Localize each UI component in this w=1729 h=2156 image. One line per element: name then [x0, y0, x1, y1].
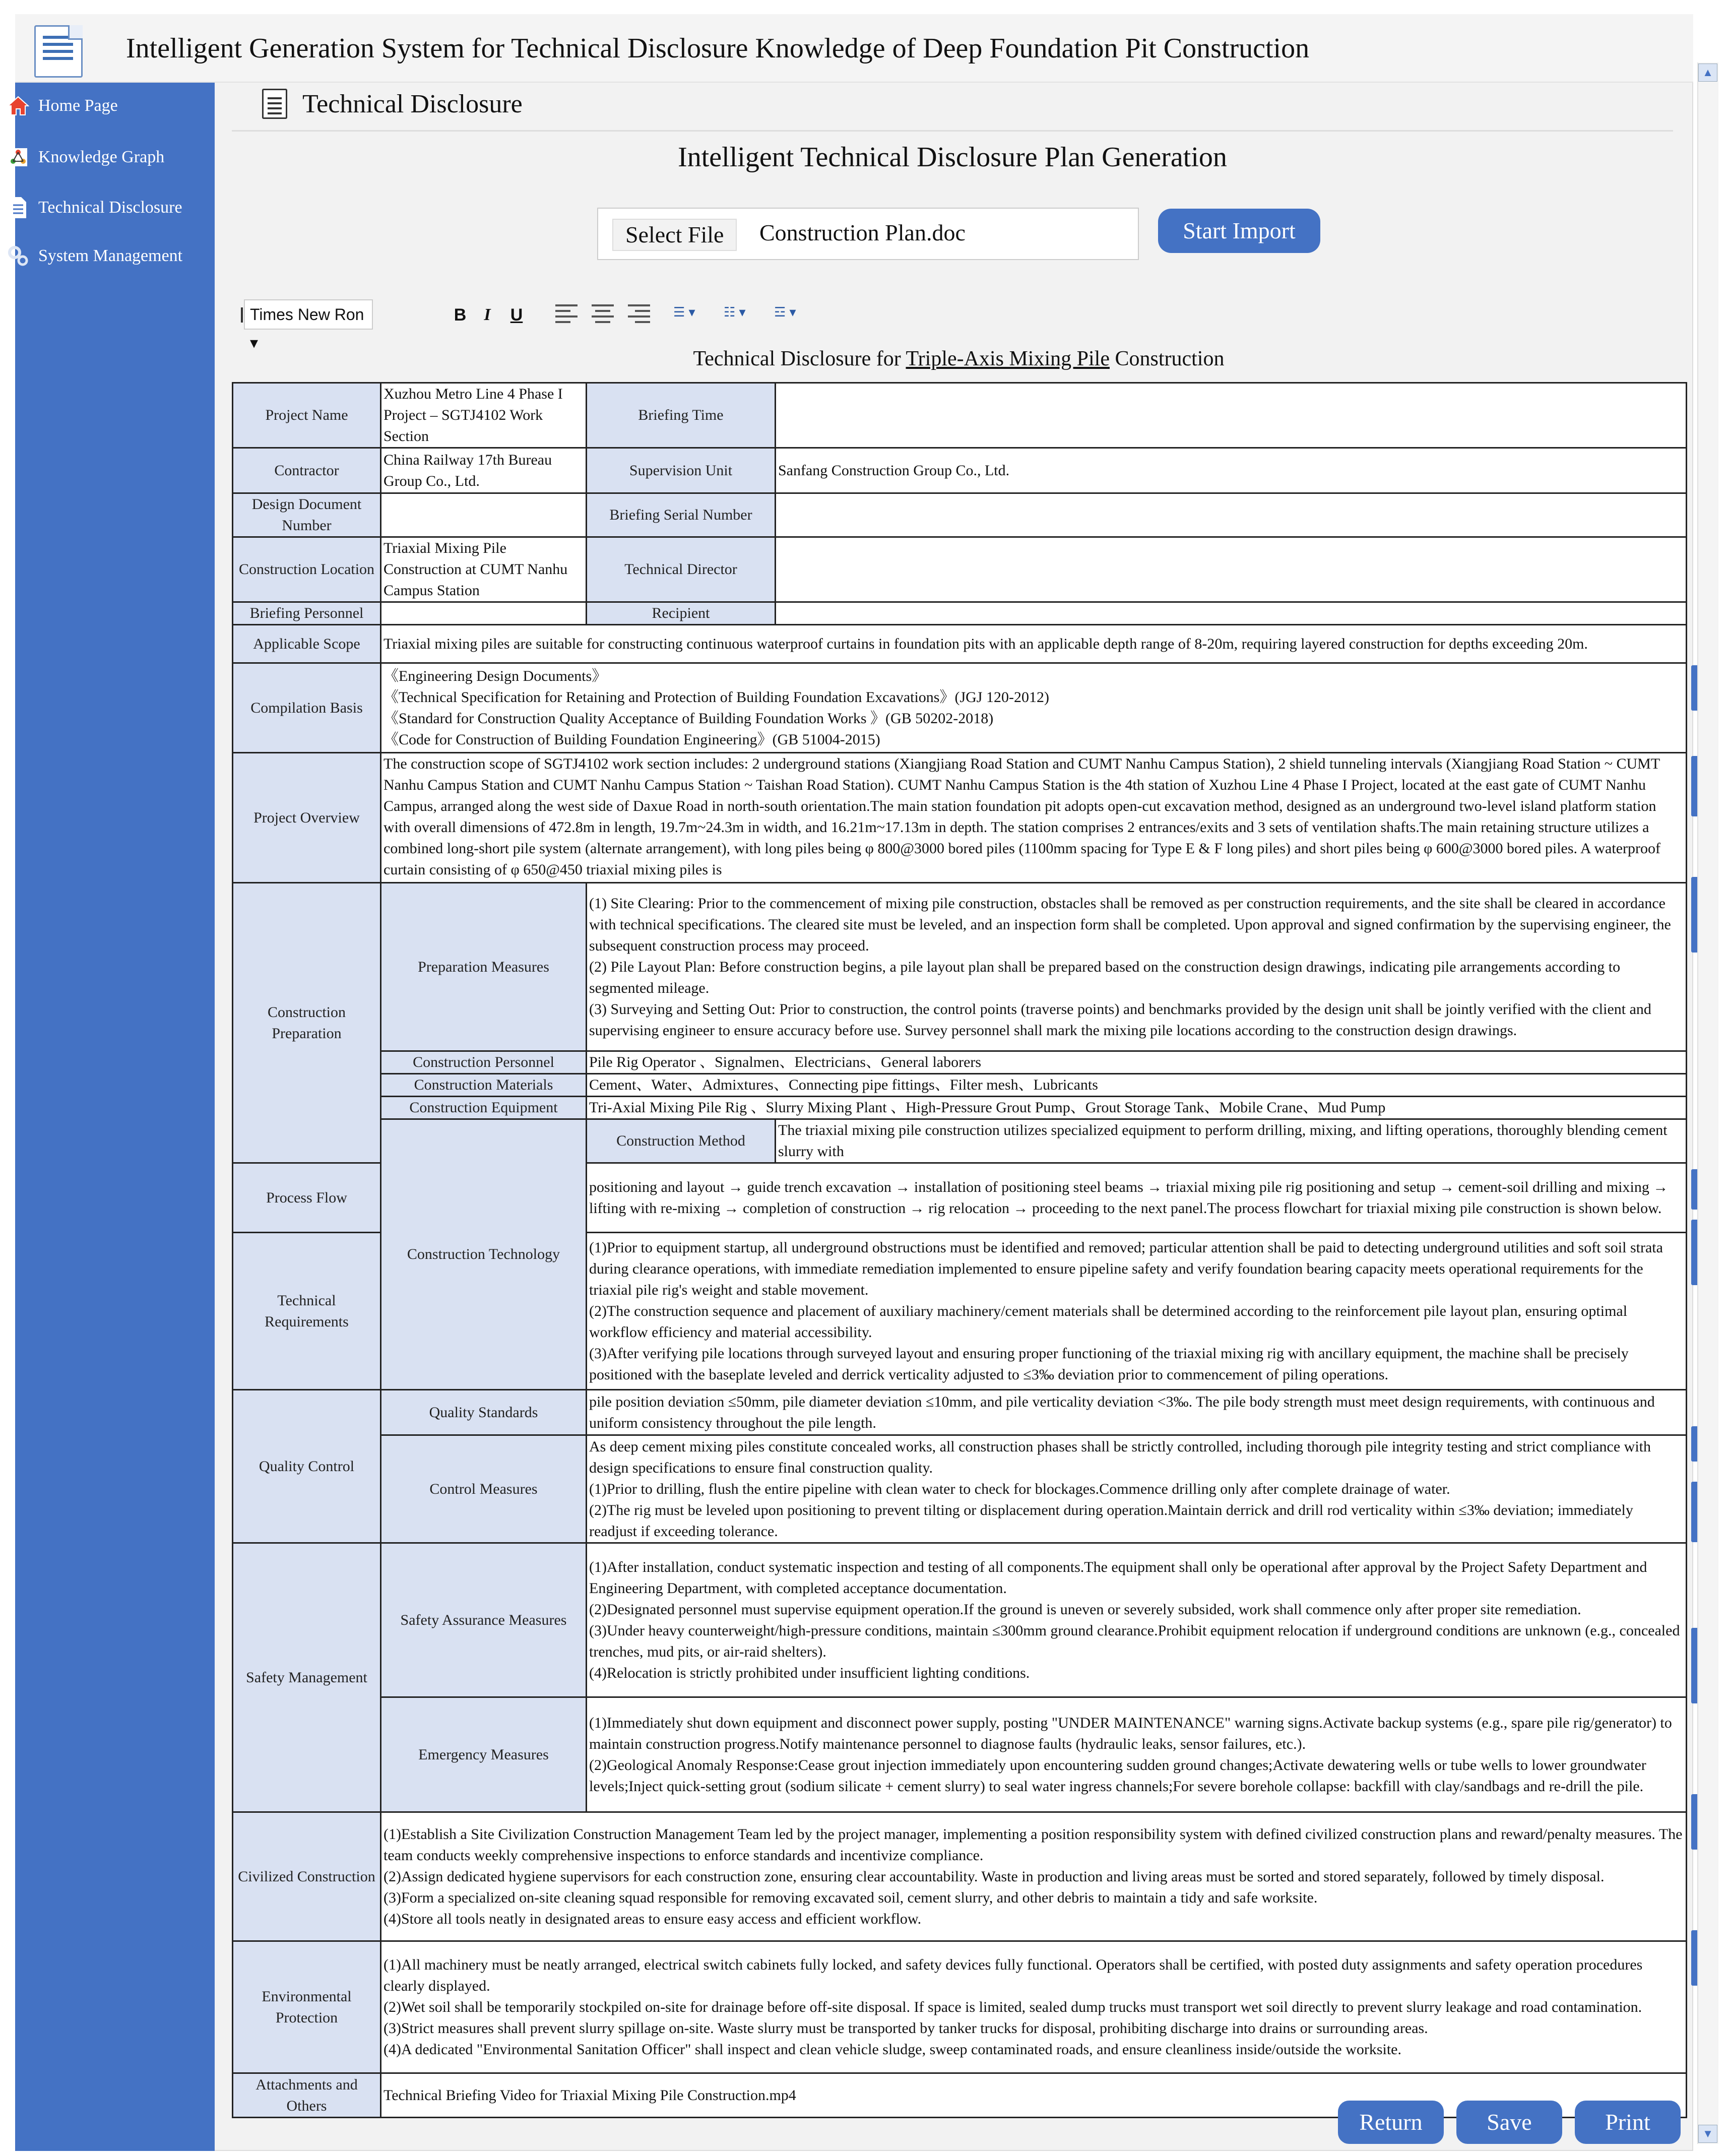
value-applicable-scope[interactable]: Triaxial mixing piles are suitable for constructing continuous waterproof curtains in foundation pits with an applicable depth range of 8-20m, requiring layered construction for depths exceeding 20m.: [381, 625, 1687, 663]
value-quality-standards[interactable]: pile position deviation ≤50mm, pile diameter deviation ≤10mm, and pile verticality deviation <3‰. The pile body strength must meet design requirements, with continuous and uniform consistency throughout the pile length.: [587, 1390, 1687, 1435]
label-technical-director: Technical Director: [587, 537, 776, 602]
align-right-icon[interactable]: [628, 304, 650, 325]
sidebar-item-label: Home Page: [38, 96, 118, 115]
value-construction-method[interactable]: The triaxial mixing pile construction utilizes specialized equipment to perform drilling, mixing, and lifting operations, thoroughly blending cement slurry with: [776, 1119, 1687, 1163]
label-civilized-construction: Civilized Construction: [233, 1812, 381, 1941]
section-header: [262, 89, 523, 119]
label-supervision-unit: Supervision Unit: [587, 448, 776, 493]
label-applicable-scope: Applicable Scope: [233, 625, 381, 663]
numbered-list-icon[interactable]: ☷ ▾: [724, 304, 746, 320]
label-preparation-measures: Preparation Measures: [381, 883, 587, 1051]
value-design-document[interactable]: [381, 493, 587, 537]
return-button[interactable]: Return: [1338, 2101, 1444, 2144]
label-environmental-protection: Environmental Protection: [233, 1941, 381, 2073]
label-quality-standards: Quality Standards: [381, 1390, 587, 1435]
sidebar-item-knowledge-graph[interactable]: [7, 146, 164, 168]
section-title: Technical Disclosure: [302, 89, 523, 118]
value-construction-personnel[interactable]: Pile Rig Operator 、Signalmen、Electricians、General laborers: [587, 1051, 1687, 1074]
value-supervision-unit[interactable]: Sanfang Construction Group Co., Ltd.: [776, 448, 1687, 493]
label-design-document: Design Document Number: [233, 493, 381, 537]
value-control-measures[interactable]: As deep cement mixing piles constitute concealed works, all construction phases shall be strictly controlled, including thorough pile integrity testing and strict compliance with design specifications to ensure final construction quality. (1)Prior to drilling, flush the entire pipeline with clean water to check for blockages.Commence drilling only after complete drainage of water. (2)The rig must be leveled upon positioning to prevent tilting or displacement during operation.Maintain derrick and drill rod verticality within ≤3‰ deviation; immediately readjust if exceeding tolerance.: [587, 1435, 1687, 1543]
italic-button[interactable]: I: [484, 305, 491, 324]
sidebar-item-label: Technical Disclosure: [38, 198, 182, 217]
selected-file-name: Construction Plan.doc: [759, 220, 966, 245]
label-quality-control: Quality Control: [233, 1390, 381, 1543]
value-technical-director[interactable]: [776, 537, 1687, 602]
disclosure-table: [232, 382, 1687, 2118]
label-construction-technology: Construction Technology: [381, 1119, 587, 1390]
document-icon: [262, 89, 287, 119]
label-construction-preparation: Construction Preparation: [233, 883, 381, 1163]
font-family-select[interactable]: Times New Ron ▾: [244, 299, 373, 330]
value-construction-equipment[interactable]: Tri-Axial Mixing Pile Rig 、Slurry Mixing Plant 、High-Pressure Grout Pump、Grout Storage Tank、Mobile Crane、Mud Pump: [587, 1097, 1687, 1119]
label-briefing-time: Briefing Time: [587, 383, 776, 448]
label-emergency-measures: Emergency Measures: [381, 1697, 587, 1812]
sidebar-item-label: Knowledge Graph: [38, 148, 165, 166]
label-project-overview: Project Overview: [233, 753, 381, 883]
scroll-up-icon[interactable]: ▲: [1698, 64, 1717, 82]
value-preparation-measures[interactable]: (1) Site Clearing: Prior to the commencement of mixing pile construction, obstacles shall be removed as per construction requirements, and the site shall be cleared in accordance with technical specifications. The cleared site must be leveled, and an inspection form shall be completed. Upon approval and signed confirmation by the supervising engineer, the subsequent construction process may proceed. (2) Pile Layout Plan: Before construction begins, a pile layout plan shall be prepared based on the construction design drawings, indicating pile arrangements according to segmented mileage. (3) Surveying and Setting Out: Prior to construction, the control points (traverse points) and benchmarks provided by the design unit shall be jointly verified with the client and supervising engineer to ensure accuracy before use. Survey personnel shall mark the mixing pile locations according to the construction design drawings.: [587, 883, 1687, 1051]
sidebar-item-system-management[interactable]: [7, 245, 182, 267]
label-construction-method: Construction Method: [587, 1119, 776, 1163]
label-construction-location: Construction Location: [233, 537, 381, 602]
sidebar-item-technical-disclosure[interactable]: [7, 197, 182, 219]
label-briefing-personnel: Briefing Personnel: [233, 602, 381, 625]
sidebar-item-label: System Management: [38, 246, 183, 265]
label-technical-requirements: Technical Requirements: [233, 1233, 381, 1390]
gear-icon: [7, 245, 29, 267]
label-attachments: Attachments and Others: [233, 2073, 381, 2118]
generator-title: Intelligent Technical Disclosure Plan Generation: [678, 142, 1227, 173]
select-file-button[interactable]: Select File: [612, 219, 737, 251]
start-import-button[interactable]: Start Import: [1158, 209, 1320, 253]
label-construction-materials: Construction Materials: [381, 1074, 587, 1097]
value-contractor[interactable]: China Railway 17th Bureau Group Co., Ltd.: [381, 448, 587, 493]
value-process-flow[interactable]: positioning and layout → guide trench excavation → installation of positioning steel beams → triaxial mixing pile rig positioning and setup → cement-soil drilling and mixing → lifting with re-mixing → completion of construction → rig relocation → proceeding to the next panel.The process flowchart for triaxial mixing pile construction is shown below.: [587, 1163, 1687, 1233]
align-center-icon[interactable]: [592, 304, 614, 325]
value-recipient[interactable]: [776, 602, 1687, 625]
align-left-icon[interactable]: [555, 304, 578, 325]
value-briefing-serial[interactable]: [776, 493, 1687, 537]
value-environmental-protection[interactable]: (1)All machinery must be neatly arranged, electrical switch cabinets fully locked, and safety devices fully functional. Operators shall be certified, with posted duty assignments and safety operation procedures clearly displayed. (2)Wet soil shall be temporarily stockpiled on-site for drainage before off-site disposal. If space is limited, sealed dump trucks must transport wet soil directly to prevent slurry leakage and road contamination. (3)Strict measures shall prevent slurry spillage on-site. Waste slurry must be transported by tanker trucks for disposal, prohibiting discharge into drains or surrounding areas. (4)A dedicated "Environmental Sanitation Officer" shall inspect and clean vehicle sludge, sweep contaminated roads, and ensure cleanliness inside/outside the worksite.: [381, 1941, 1687, 2073]
bullet-list-icon[interactable]: ☰ ▾: [673, 304, 695, 320]
app-title: Intelligent Generation System for Technical Disclosure Knowledge of Deep Foundation Pit Construction: [126, 33, 1310, 64]
label-construction-equipment: Construction Equipment: [381, 1097, 587, 1119]
document-title: Technical Disclosure for Triple-Axis Mixing Pile Construction: [693, 347, 1225, 370]
sidebar-item-home[interactable]: [7, 95, 118, 117]
bold-button[interactable]: B: [454, 305, 467, 325]
save-button[interactable]: Save: [1456, 2101, 1562, 2144]
print-button[interactable]: Print: [1575, 2101, 1681, 2144]
app-logo-icon: [34, 25, 83, 78]
value-emergency-measures[interactable]: (1)Immediately shut down equipment and disconnect power supply, posting "UNDER MAINTENANCE" warning signs.Activate backup systems (e.g., spare pile rig/generator) to maintain construction progress.Notify maintenance personnel to diagnose faults (hydraulic leaks, sensor failures, etc.). (2)Geological Anomaly Response:Cease grout injection immediately upon encountering sudden ground changes;Activate dewatering wells or tube wells to lower groundwater levels;Inject quick-setting grout (sodium silicate + cement slurry) to seal water ingress channels;For severe borehole collapse: backfill with clay/sandbags and re-drill the pile.: [587, 1697, 1687, 1812]
label-compilation-basis: Compilation Basis: [233, 663, 381, 753]
value-compilation-basis[interactable]: 《Engineering Design Documents》 《Technical Specification for Retaining and Protection of Building Foundation Excavations》(JGJ 120-2012) 《Standard for Construction Quality Acceptance of Building Foundation Works 》(GB 50202-2018) 《Code for Construction of Building Foundation Engineering》(GB 51004-2015): [381, 663, 1687, 753]
label-control-measures: Control Measures: [381, 1435, 587, 1543]
value-project-name[interactable]: Xuzhou Metro Line 4 Phase I Project – SGTJ4102 Work Section: [381, 383, 587, 448]
scroll-down-icon[interactable]: ▼: [1698, 2125, 1717, 2143]
page-scrollbar[interactable]: [1697, 62, 1718, 2144]
outline-list-icon[interactable]: ☲ ▾: [774, 304, 796, 320]
value-technical-requirements[interactable]: (1)Prior to equipment startup, all underground obstructions must be identified and removed; particular attention shall be paid to detecting underground utilities and soft soil strata during clearance operations, with immediate remediation implemented to ensure pipeline safety and verify foundation bearing capacity meets operational requirements for the triaxial pile rig's weight and stable movement. (2)The construction sequence and placement of auxiliary machinery/cement materials shall be determined according to the reinforcement pile layout plan, ensuring optimal workflow efficiency and material accessibility. (3)After verifying pile locations through surveyed layout and ensuring proper functioning of the triaxial mixing rig with ancillary equipment, the machine shall be precisely positioned with the baseplate leveled and derrick verticality adjusted to ≤3‰ deviation prior to commencement of piling operations.: [587, 1233, 1687, 1390]
label-safety-management: Safety Management: [233, 1543, 381, 1812]
document-icon: [7, 197, 29, 219]
label-recipient: Recipient: [587, 602, 776, 625]
label-contractor: Contractor: [233, 448, 381, 493]
underline-button[interactable]: U: [510, 305, 523, 325]
value-construction-materials[interactable]: Cement、Water、Admixtures、Connecting pipe fittings、Filter mesh、Lubricants: [587, 1074, 1687, 1097]
value-project-overview[interactable]: The construction scope of SGTJ4102 work section includes: 2 underground stations (Xiangjiang Road Station and CUMT Nanhu Campus Station), 2 shield tunneling intervals (Xiangjiang Road Station ~ CUMT Nanhu Campus Station and CUMT Nanhu Campus Station ~ Taishan Road Station). CUMT Nanhu Campus Station is the 4th station of Xuzhou Line 4 Phase I Project, located at the east gate of CUMT Nanhu Campus, arranged along the west side of Daxue Road in north-south orientation.The main station foundation pit adopts open-cut excavation method, designed as an underground two-level island platform station with overall dimensions of 472.8m in length, 19.7m~24.3m in width, and 16.21m~17.13m in depth. The station comprises 2 entrances/exits and 3 sets of ventilation shafts.The main retaining structure utilizes a combined long-short pile system (alternate arrangement), with long piles being φ 800@3000 bored piles (1100mm spacing for Type E & F long piles) and short piles being φ 600@3000 bored piles. A waterproof curtain consisting of φ 650@450 triaxial mixing piles is: [381, 753, 1687, 883]
label-construction-personnel: Construction Personnel: [381, 1051, 587, 1074]
value-safety-assurance[interactable]: (1)After installation, conduct systematic inspection and testing of all components.The equipment shall only be operational after approval by the Project Safety Department and Engineering Department, with completed acceptance documentation. (2)Designated personnel must supervise equipment operation.If the ground is uneven or severely subsided, work shall commence only after proper site remediation. (3)Under heavy counterweight/high-pressure conditions, maintain ≤300mm ground clearance.Prohibit equipment relocation if underground conditions are unknown (e.g., concealed trenches, mud pits, or air-raid shelters). (4)Relocation is strictly prohibited under insufficient lighting conditions.: [587, 1543, 1687, 1697]
value-briefing-personnel[interactable]: [381, 602, 587, 625]
home-icon: [7, 95, 29, 117]
label-project-name: Project Name: [233, 383, 381, 448]
sidebar: [15, 83, 215, 2151]
value-construction-location[interactable]: Triaxial Mixing Pile Construction at CUMT Nanhu Campus Station: [381, 537, 587, 602]
value-civilized-construction[interactable]: (1)Establish a Site Civilization Construction Management Team led by the project manager, implementing a position responsibility system with defined civilized construction plans and reward/penalty measures. The team conducts weekly comprehensive inspections to enforce standards and incentivize compliance. (2)Assign dedicated hygiene supervisors for each construction zone, ensuring clear accountability. Waste in production and living areas must be sorted and stored separately, followed by timely disposal. (3)Form a specialized on-site cleaning squad responsible for removing excavated soil, cement slurry, and other debris to maintain a tidy and safe worksite. (4)Store all tools neatly in designated areas to ensure easy access and efficient workflow.: [381, 1812, 1687, 1941]
divider: [232, 130, 1673, 132]
editor-toolbar: [232, 295, 1673, 336]
label-briefing-serial: Briefing Serial Number: [587, 493, 776, 537]
value-briefing-time[interactable]: [776, 383, 1687, 448]
file-picker: [597, 208, 1139, 260]
graph-icon: [7, 146, 29, 168]
value-attachments[interactable]: Technical Briefing Video for Triaxial Mixing Pile Construction.mp4: [381, 2073, 1687, 2118]
label-process-flow: Process Flow: [233, 1163, 381, 1233]
label-safety-assurance: Safety Assurance Measures: [381, 1543, 587, 1697]
